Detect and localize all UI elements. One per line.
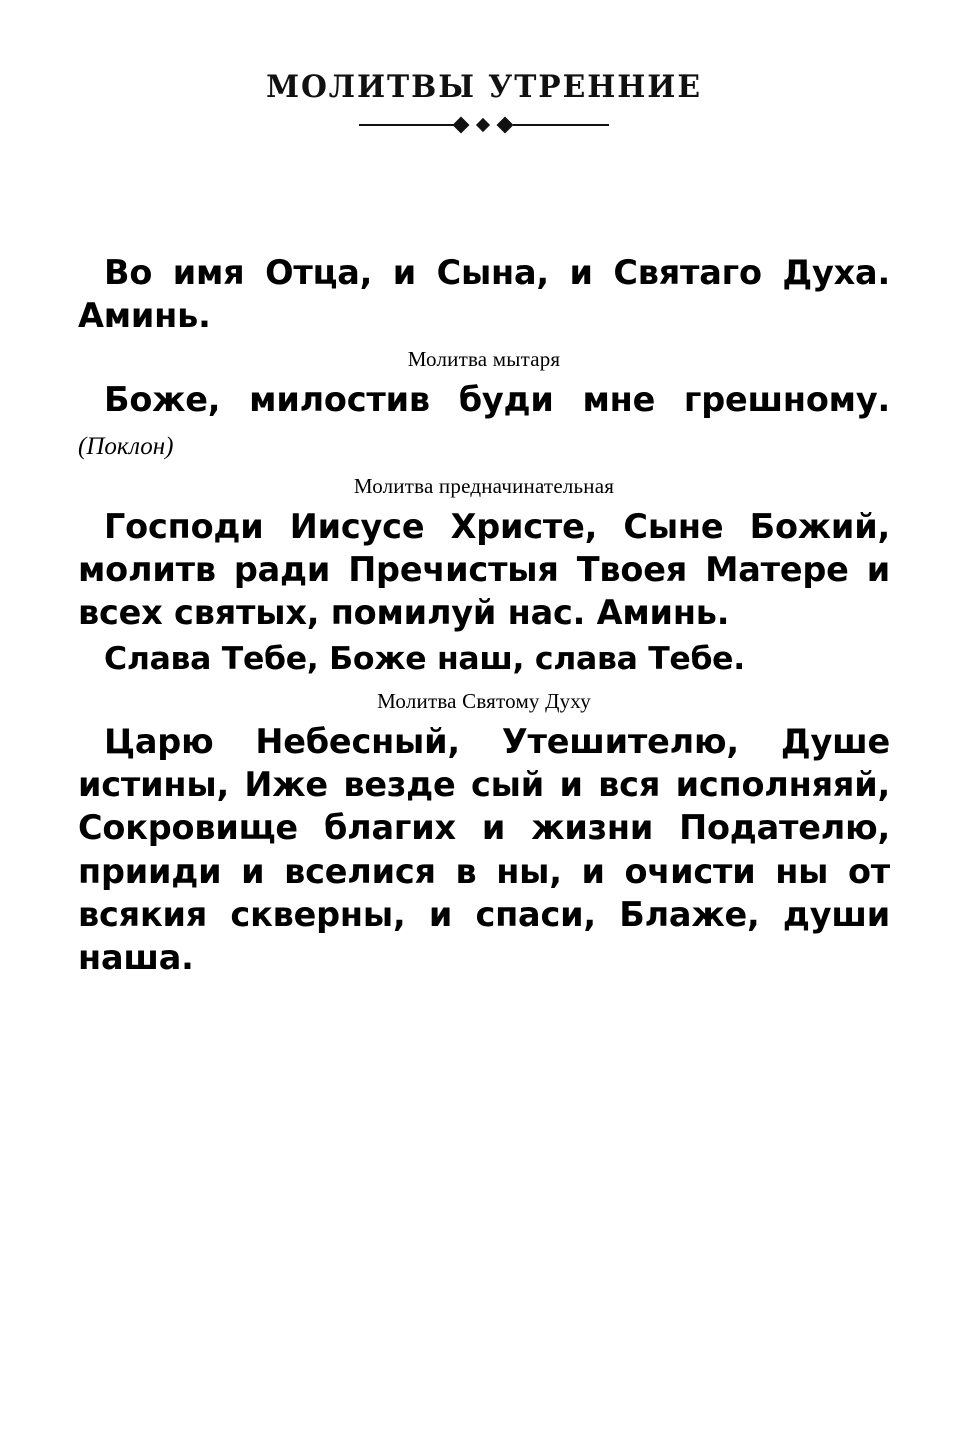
- opening-invocation-text: Во имя Отца, и Сына, и Святаго Духа. Аминь.: [78, 253, 890, 336]
- page-header: [78, 0, 890, 133]
- prayer-of-publican-note: (Поклон): [78, 433, 174, 461]
- opening-invocation: [78, 251, 890, 338]
- rubric-initial-prayer: Молитва предначинательная: [353, 473, 615, 498]
- rubric-prayer-to-holy-spirit: Молитва Святому Духу: [377, 688, 591, 713]
- initial-prayer: [78, 505, 890, 635]
- prayer-of-publican: [78, 378, 890, 465]
- prayer-content: [78, 251, 890, 980]
- glory-line: [78, 639, 890, 680]
- glory-line-text: Слава Тебе, Боже наш, слава Тебе.: [104, 640, 745, 677]
- prayer-to-holy-spirit-text: Царю Небесный, Утешителю, Душе истины, Иже везде сый и вся исполняяй, Сокровище благих и жизни Подателю, прииди и вселися в ны, и очисти ны от всякия скверны, и спаси, Блаже, души наша.: [78, 721, 890, 978]
- rubric-prayer-of-publican: Молитва мытаря: [407, 346, 561, 371]
- prayer-of-publican-text: Боже, милостив буди мне грешному.: [104, 379, 890, 419]
- ornament-divider-icon: [359, 117, 609, 133]
- prayer-to-holy-spirit: [78, 720, 890, 980]
- page-title: МОЛИТВЫ УТРЕННИЕ: [266, 69, 702, 105]
- initial-prayer-text: Господи Иисусе Христе, Сыне Божий, молитв ради Пречистыя Твоея Матере и всех святых, помилуй нас. Аминь.: [78, 506, 890, 633]
